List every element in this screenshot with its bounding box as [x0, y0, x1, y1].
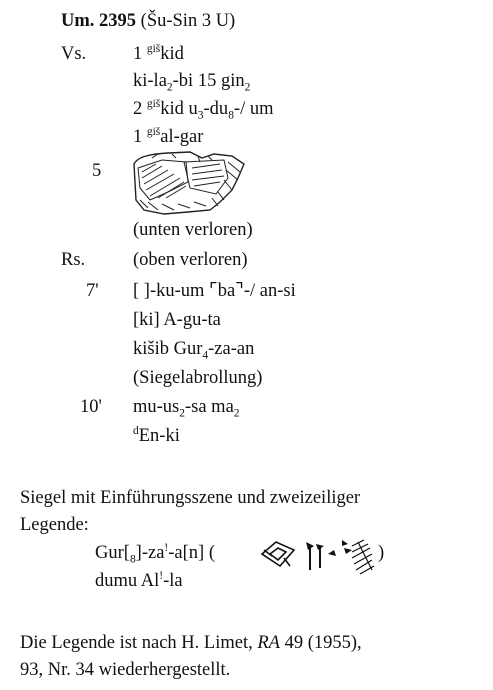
line-seal-note: (Siegelabrollung): [133, 368, 263, 388]
text-date: (Šu-Sin 3 U): [140, 11, 236, 31]
line-4: 1 $^{giš}$al-gar: [133, 125, 204, 147]
line-r1: (oben verloren): [133, 250, 248, 270]
line-8: [ki] A-gu-ta: [133, 310, 221, 330]
line-7: [ ]-ku-um ⌜ba⌝-/ an-si: [133, 281, 296, 301]
note-line-1-tail: 49 (1955),: [279, 633, 362, 653]
note-line-1: [20, 632, 362, 654]
line-10: $mu-us_2-sa$ $ma_2$: [133, 397, 240, 420]
seal-legend-line-1: $Gur[_8]-za^!-a[n]$ (: [95, 541, 215, 566]
line-11: $^d$En-ki: [133, 424, 180, 446]
note-journal: RA: [257, 633, 280, 653]
obverse-label: Vs.: [61, 44, 87, 64]
line-9: kišib Gur$_4$-za-an: [133, 339, 255, 362]
line-10-number: 10': [80, 397, 102, 417]
seal-legend-close-paren: ): [378, 543, 385, 563]
seal-intro-line-1: Siegel mit Einführungsszene und zweizeiliger: [20, 488, 361, 508]
text-siglum: Um. 2395: [61, 11, 137, 31]
line-1: 1 $^{giš}$kid: [133, 42, 184, 64]
broken-tablet-sketch: [128, 148, 250, 218]
line-2: $ki-la_2-bi$ 15 gin$_2$: [133, 71, 251, 94]
text-header: [61, 10, 235, 32]
line-5-number: 5: [92, 161, 102, 181]
seal-legend-line-2: dumu Al!-la: [95, 569, 183, 591]
note-line-1-text: Die Legende ist nach H. Limet,: [20, 633, 258, 653]
seal-intro-line-2: Legende:: [20, 515, 89, 535]
line-7-number: 7': [86, 281, 99, 301]
reverse-label: Rs.: [61, 250, 86, 270]
line-3: 2 $^{giš}$kid $u_3-du_8-/$ um: [133, 97, 274, 122]
line-6: (unten verloren): [133, 220, 253, 240]
note-line-2: 93, Nr. 34 wiederhergestellt.: [20, 660, 231, 680]
cuneiform-signs: [260, 536, 388, 576]
